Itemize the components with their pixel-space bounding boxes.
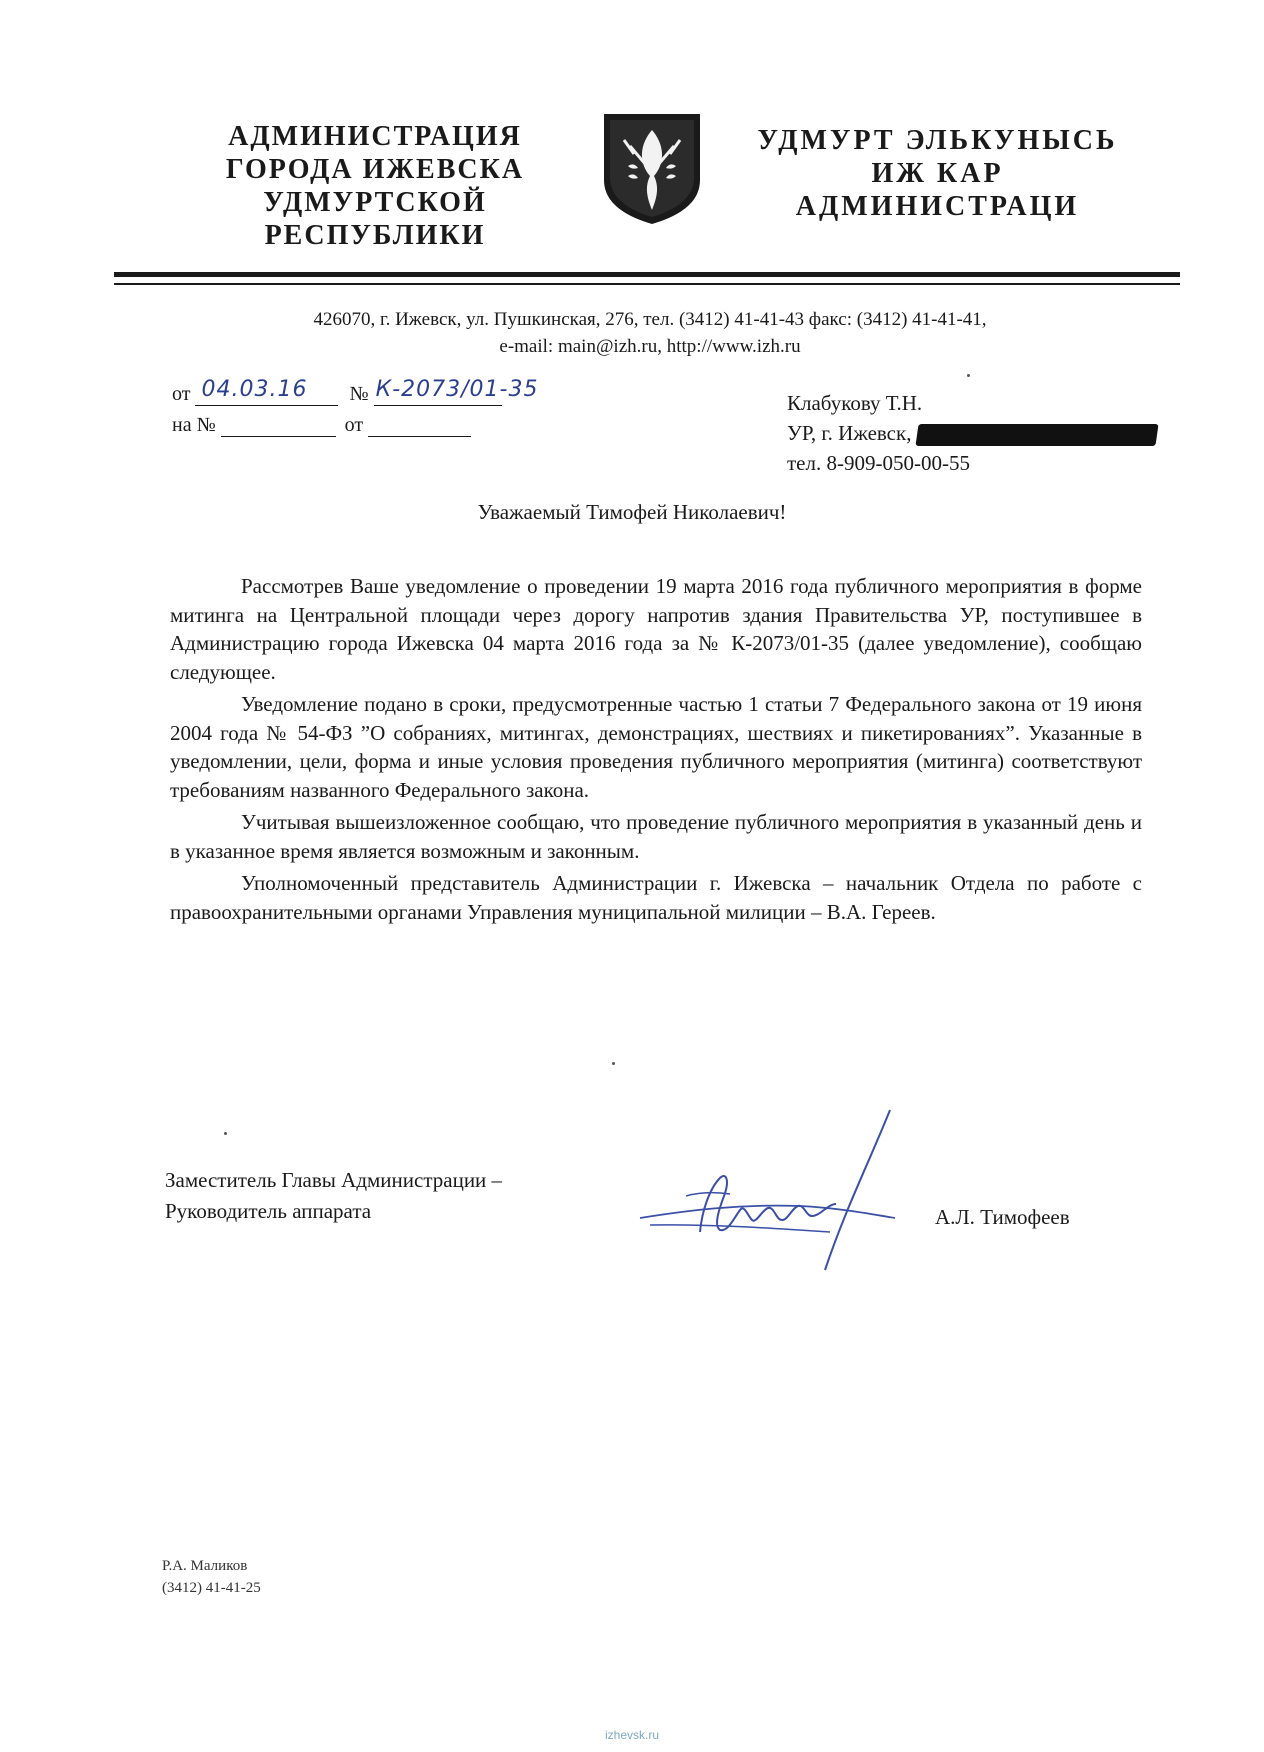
signer-title-line: Заместитель Главы Администрации – bbox=[165, 1168, 503, 1192]
recipient-address bbox=[787, 418, 1157, 448]
number-handwritten: К-2073/01-35 bbox=[375, 377, 539, 402]
recipient-name: Клабукову Т.Н. bbox=[787, 391, 923, 415]
letterhead-left-line: АДМИНИСТРАЦИЯ bbox=[228, 121, 522, 152]
scan-speck bbox=[612, 1062, 615, 1065]
salutation: Уважаемый Тимофей Николаевич! bbox=[477, 500, 787, 524]
outgoing-reference bbox=[172, 377, 539, 406]
handwritten-signature bbox=[630, 1100, 950, 1290]
scan-speck bbox=[224, 1132, 227, 1135]
incoming-reference bbox=[172, 414, 471, 437]
body-paragraph: Уполномоченный представитель Администрации г. Ижевска – начальник Отдела по работе с правоохранительными органами Управления муниципальной милиции – В.А. Гереев. bbox=[170, 871, 1142, 924]
scan-speck bbox=[967, 374, 970, 377]
letter-body bbox=[170, 572, 1142, 930]
letterhead-russian bbox=[215, 120, 535, 252]
reply-date-field bbox=[368, 416, 471, 437]
reply-number-field bbox=[221, 416, 336, 437]
letterhead-left-line: РЕСПУБЛИКИ bbox=[264, 220, 486, 251]
recipient-phone: тел. 8-909-050-00-55 bbox=[787, 451, 970, 475]
signer-name: А.Л. Тимофеев bbox=[935, 1205, 1070, 1229]
from-label: от bbox=[172, 383, 191, 405]
body-paragraph: Уведомление подано в сроки, предусмотренные частью 1 статьи 7 Федерального закона от 19 июня 2004 года № 54-ФЗ ”О собраниях, митингах, демонстрациях, шествиях и пикетированиях”. Указанные в уведомлении, цели, форма и иные условия проведения публичного мероприятия (митинга) соответствуют требованиям названного Федерального закона. bbox=[170, 692, 1142, 802]
letterhead-right-line: УДМУРТ ЭЛЬКУНЫСЬ bbox=[757, 125, 1118, 156]
address-line-email: e-mail: main@izh.ru, http://www.izh.ru bbox=[499, 336, 801, 357]
contact-address bbox=[200, 306, 1100, 360]
letterhead-left-line: УДМУРТСКОЙ bbox=[263, 187, 487, 218]
letterhead-right-line: ИЖ КАР bbox=[871, 158, 1004, 189]
letterhead-left-line: ГОРОДА ИЖЕВСКА bbox=[225, 154, 525, 185]
reply-number-label: на № bbox=[172, 414, 216, 436]
number-label: № bbox=[349, 383, 369, 405]
letterhead-divider-thick bbox=[114, 272, 1180, 277]
reply-from-label: от bbox=[344, 414, 364, 436]
letterhead-divider-thin bbox=[114, 283, 1180, 285]
executor-note bbox=[162, 1555, 261, 1599]
body-paragraph: Рассмотрев Ваше уведомление о проведении 19 марта 2016 года публичного мероприятия в форме митинга на Центральной площади через дорогу напротив здания Правительства УР, поступившее в Администрацию города Ижевска 04 марта 2016 года за № К-2073/01-35 (далее уведомление), сообщаю следующее. bbox=[170, 574, 1142, 684]
signer-position bbox=[165, 1165, 502, 1227]
city-coat-of-arms-icon bbox=[600, 110, 704, 228]
letterhead-right-line: АДМИНИСТРАЦИ bbox=[795, 191, 1080, 222]
redaction-mark bbox=[915, 424, 1158, 446]
recipient-city: УР, г. Ижевск, bbox=[787, 421, 912, 445]
recipient-block bbox=[787, 388, 1157, 478]
number-field bbox=[374, 377, 539, 406]
address-line: 426070, г. Ижевск, ул. Пушкинская, 276, тел. (3412) 41-41-43 факс: (3412) 41-41-41, bbox=[313, 309, 987, 330]
executor-name: Р.А. Маликов bbox=[162, 1558, 248, 1574]
letterhead-udmurt bbox=[745, 124, 1130, 223]
date-field bbox=[195, 377, 338, 406]
body-paragraph: Учитывая вышеизложенное сообщаю, что проведение публичного мероприятия в указанный день и в указанное время является возможным и законным. bbox=[170, 810, 1142, 863]
executor-phone: (3412) 41-41-25 bbox=[162, 1580, 261, 1596]
source-watermark: izhevsk.ru bbox=[604, 1728, 660, 1742]
date-handwritten: 04.03.16 bbox=[201, 377, 308, 402]
signer-title-line: Руководитель аппарата bbox=[165, 1199, 372, 1223]
